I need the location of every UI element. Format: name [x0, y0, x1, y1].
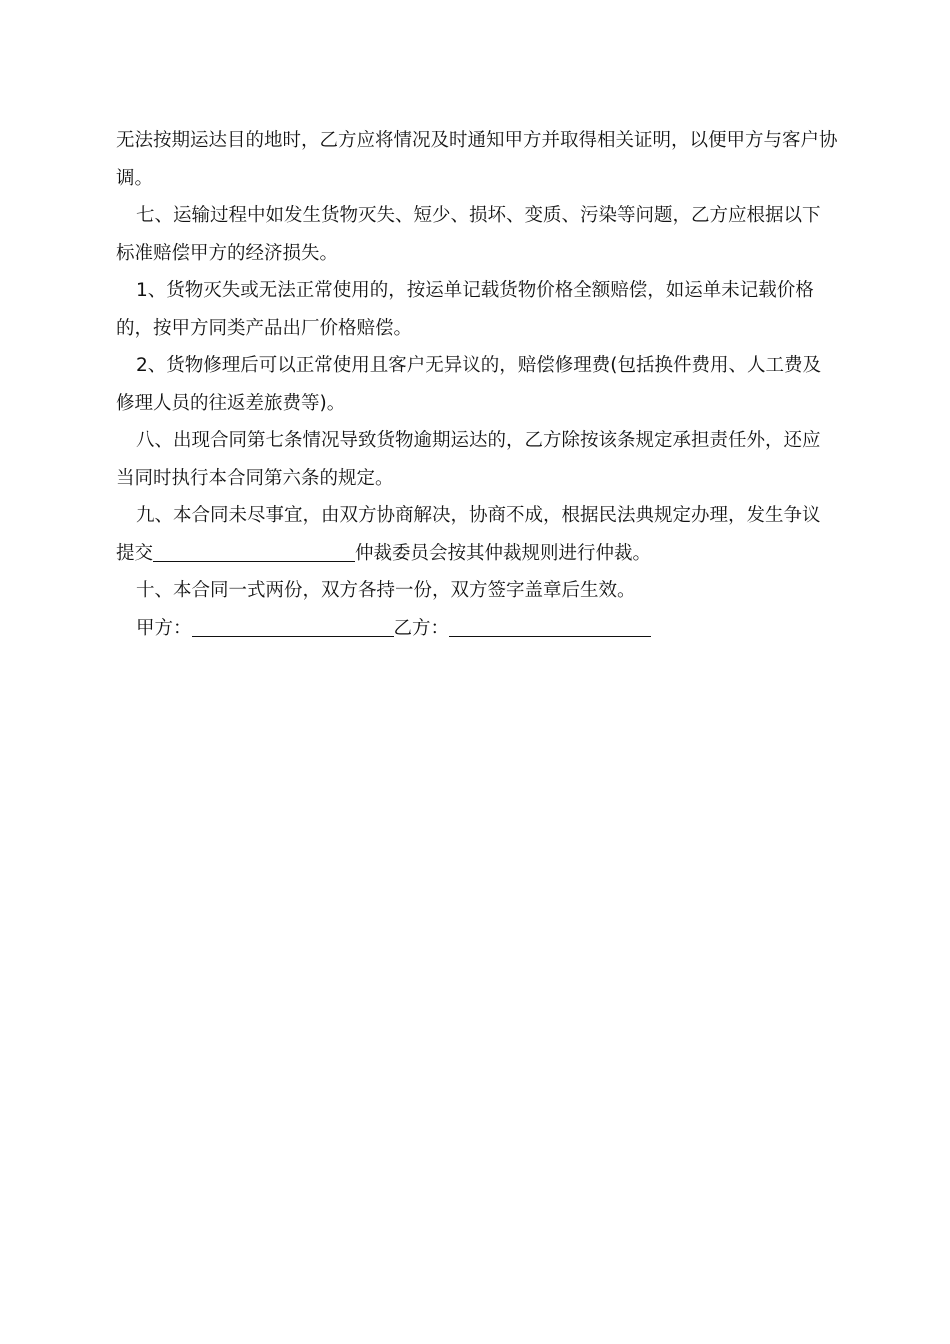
clause-ten: 十、本合同一式两份，双方各持一份，双方签字盖章后生效。 [136, 580, 636, 601]
party-b-signature-blank[interactable] [449, 614, 651, 637]
paragraph-continuation: 无法按期运达目的地时，乙方应将情况及时通知甲方并取得相关证明，以便甲方与客户协调。 [116, 130, 838, 189]
clause-nine [116, 497, 838, 572]
clause-seven-item-2: 2、货物修理后可以正常使用且客户无异议的，赔偿修理费(包括换件费用、人工费及修理人员的往返差旅费等)。 [116, 355, 821, 414]
signature-row [116, 610, 838, 648]
party-a-label: 甲方： [136, 617, 192, 639]
clause-eight: 八、出现合同第七条情况导致货物逾期运达的，乙方除按该条规定承担责任外，还应当同时执行本合同第六条的规定。 [116, 430, 821, 489]
clause-seven-item-1: 1、货物灭失或无法正常使用的，按运单记载货物价格全额赔偿，如运单未记载价格的，按甲方同类产品出厂价格赔偿。 [116, 280, 814, 339]
party-b-label: 乙方： [393, 617, 450, 639]
arbitration-committee-blank[interactable] [153, 539, 355, 562]
clause-nine-text-before: 九、本合同未尽事宜，由双方协商解决，协商不成，根据民法典规定办理，发生争议提交 [116, 505, 821, 564]
clause-seven: 七、运输过程中如发生货物灭失、短少、损坏、变质、污染等问题，乙方应根据以下标准赔偿甲方的经济损失。 [116, 205, 821, 264]
clause-nine-text-after: 仲裁委员会按其仲裁规则进行仲裁。 [355, 542, 652, 564]
party-a-signature-blank[interactable] [192, 614, 394, 637]
contract-page [116, 122, 838, 647]
